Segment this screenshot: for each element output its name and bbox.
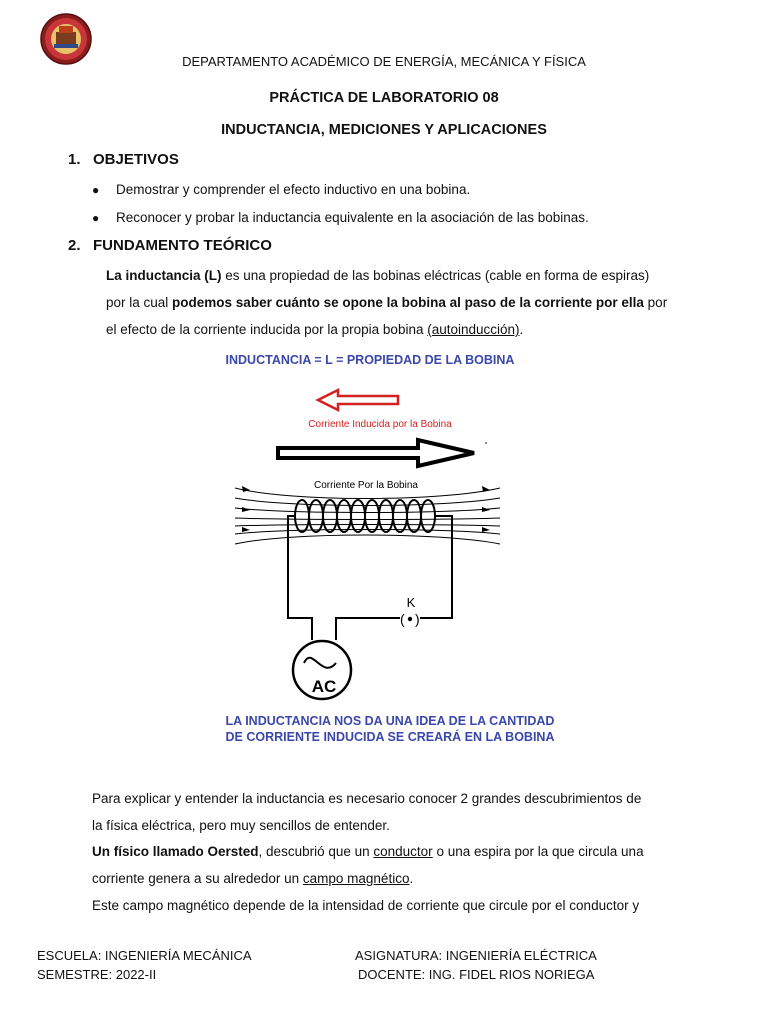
induced-current-label: Corriente Inducida por la Bobina (308, 419, 452, 430)
induced-current-arrow (318, 390, 398, 410)
section-number: 2. (68, 237, 81, 254)
footer-teacher: DOCENTE: ING. FIDEL RIOS NORIEGA (358, 967, 595, 982)
list-item-text: Demostrar y comprender el efecto inductivo en una bobina. (116, 182, 471, 197)
section-number: 1. (68, 151, 81, 168)
campo-magnetico-link[interactable]: campo magnético (302, 871, 410, 886)
text: corriente genera a su alrededor un (92, 871, 303, 886)
section-title: FUNDAMENTO TEÓRICO (93, 237, 272, 254)
text: , descubrió que un (258, 844, 374, 859)
list-item (92, 182, 470, 197)
paragraph-line (92, 844, 644, 859)
footer-subject: ASIGNATURA: INGENIERÍA ELÉCTRICA (355, 948, 597, 963)
switch-icon (400, 611, 420, 627)
section-objectives-heading (68, 151, 179, 168)
paragraph-line: la física eléctrica, pero muy sencillos de entender. (92, 818, 390, 833)
paragraph-line: Este campo magnético depende de la intensidad de corriente que circule por el conductor y (92, 898, 640, 913)
bullet-icon: ● (92, 211, 100, 225)
footer-semester: SEMESTRE: 2022-II (37, 967, 157, 982)
text: por (643, 295, 668, 310)
paragraph-line (106, 322, 523, 337)
conductor-link[interactable]: conductor (373, 844, 433, 859)
figure-caption-line: LA INDUCTANCIA NOS DA UNA IDEA DE LA CANTIDAD (225, 714, 555, 728)
paragraph-line: Para explicar y entender la inductancia es necesario conocer 2 grandes descubrimientos de (92, 791, 642, 806)
text: por la cual (106, 295, 173, 310)
autoinduccion-link[interactable]: (autoinducción) (427, 322, 520, 337)
ac-source-label: AC (311, 677, 337, 696)
department-heading: DEPARTAMENTO ACADÉMICO DE ENERGÍA, MECÁNICA Y FÍSICA (182, 54, 586, 69)
bold-text: Un físico llamado Oersted (92, 844, 259, 859)
figure-title: INDUCTANCIA = L = PROPIEDAD DE LA BOBINA (225, 353, 515, 367)
paragraph-line (106, 295, 667, 310)
practice-subtitle: INDUCTANCIA, MEDICIONES Y APLICACIONES (221, 122, 547, 138)
text: . (409, 871, 414, 886)
paragraph-line (106, 268, 649, 283)
coil-current-label: Corriente Por la Bobina (314, 480, 418, 491)
list-item (92, 210, 589, 225)
footer-school: ESCUELA: INGENIERÍA MECÁNICA (37, 948, 252, 963)
section-title: OBJETIVOS (93, 151, 179, 168)
figure-caption-line: DE CORRIENTE INDUCIDA SE CREARÁ EN LA BOBINA (225, 730, 555, 744)
paragraph-line (92, 871, 413, 886)
inductance-diagram (220, 380, 520, 705)
text: el efecto de la corriente inducida por la propia bobina (106, 322, 428, 337)
coil-current-arrow (278, 440, 474, 466)
list-item-text: Reconocer y probar la inductancia equivalente en la asociación de las bobinas. (116, 210, 589, 225)
magnetic-field-lines (235, 488, 500, 544)
text: . (519, 322, 524, 337)
switch-label: K (406, 595, 416, 610)
bold-text: podemos saber cuánto se opone la bobina al paso de la corriente por ella (172, 295, 644, 310)
section-theory-heading (68, 237, 272, 254)
svg-text:): ) (415, 611, 420, 627)
practice-title: PRÁCTICA DE LABORATORIO 08 (269, 90, 499, 106)
svg-text:(: ( (400, 611, 405, 627)
text: o una espira por la que circula una (432, 844, 644, 859)
bold-text: La inductancia (L) (106, 268, 222, 283)
bullet-icon: ● (92, 183, 100, 197)
text: es una propiedad de las bobinas eléctricas (cable en forma de espiras) (221, 268, 650, 283)
